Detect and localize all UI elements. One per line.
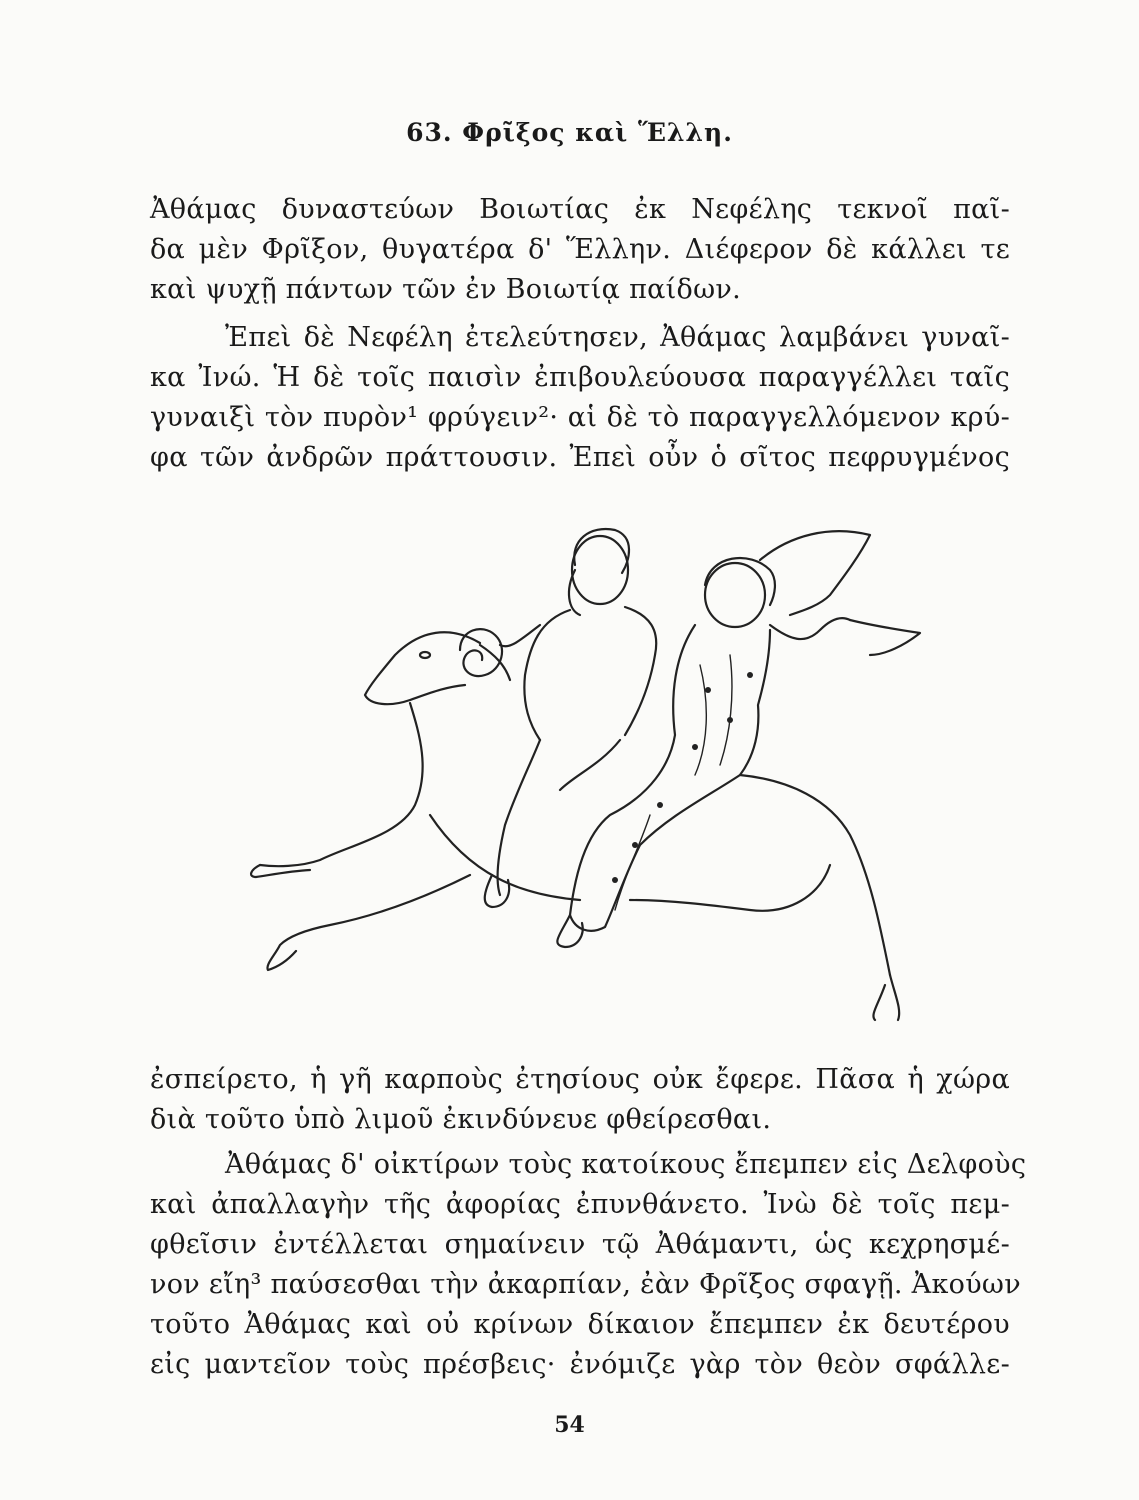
text-line: φθεῖσιν ἐντέλλεται σημαίνειν τῷ Ἀθάμαντι, ὡς κεχρησμέ-	[150, 1229, 1010, 1260]
dress-pattern-dot	[612, 877, 618, 883]
illustration-phrixus-helle-ram	[230, 515, 940, 1035]
text-line: Ἀθάμας δυναστεύων Βοιωτίας ἐκ Νεφέλης τεκνοῖ παῖ-	[150, 194, 1010, 225]
phrixus-hair	[569, 529, 629, 615]
ram-hind-leg-2	[630, 865, 830, 911]
dress-pattern-dot	[705, 687, 711, 693]
dress-pattern-dot	[692, 744, 698, 750]
text-line: γυναιξὶ τὸν πυρὸν¹ φρύγειν²· αἱ δὲ τὸ παραγγελλόμενον κρύ-	[150, 402, 1010, 433]
helle-dress	[570, 625, 770, 931]
phrixus-leg	[498, 740, 620, 895]
helle-cloth-hand	[850, 620, 920, 655]
text-line: καὶ ἀπαλλαγὴν τῆς ἀφορίας ἐπυνθάνετο. Ἰνὼ δὲ τοῖς πεμ-	[150, 1189, 1010, 1220]
ram-head	[365, 632, 480, 704]
helle-head	[705, 563, 765, 627]
helle-arm-raised	[770, 618, 850, 639]
dress-pattern-dot	[632, 842, 638, 848]
helle-foot	[557, 915, 582, 947]
illustration-drawing	[230, 515, 940, 1035]
paragraph-1	[150, 190, 1010, 310]
ram-back	[740, 775, 890, 975]
ram-chest	[260, 703, 423, 866]
ram-eye	[420, 652, 430, 658]
text-line: νον εἴη³ παύσεσθαι τὴν ἀκαρπίαν, ἐὰν Φρῖξος σφαγῇ. Ἀκούων	[150, 1269, 1021, 1300]
dress-pattern-dot	[747, 672, 753, 678]
text-line: Ἀθάμας δ' οἰκτίρων τοὺς κατοίκους ἔπεμπεν εἰς Δελφοὺς	[225, 1149, 1027, 1180]
helle-veil	[760, 531, 870, 615]
chapter-title: 63. Φρῖξος καὶ Ἕλλη.	[406, 118, 733, 147]
dress-pattern-dot	[657, 802, 663, 808]
page-number: 54	[554, 1412, 585, 1438]
ram-hind-leg	[873, 975, 899, 1020]
phrixus-torso	[524, 607, 656, 740]
paragraph-2	[150, 318, 1010, 478]
phrixus-head	[572, 536, 628, 604]
dress-pattern-dot	[727, 717, 733, 723]
paragraph-3	[150, 1060, 1010, 1140]
text-line: διὰ τοῦτο ὑπὸ λιμοῦ ἐκινδύνευε φθείρεσθαι.	[150, 1104, 772, 1135]
text-line: τοῦτο Ἀθάμας καὶ οὐ κρίνων δίκαιον ἔπεμπεν ἐκ δευτέρου	[150, 1309, 1010, 1340]
text-line: δα μὲν Φρῖξον, θυγατέρα δ' Ἕλλην. Διέφερον δὲ κάλλει τε	[150, 234, 1010, 265]
text-line: καὶ ψυχῇ πάντων τῶν ἐν Βοιωτίᾳ παίδων.	[150, 274, 742, 305]
text-line: εἰς μαντεῖον τοὺς πρέσβεις· ἐνόμιζε γὰρ τὸν θεὸν σφάλλε-	[150, 1349, 1010, 1380]
text-line: ἐσπείρετο, ἡ γῆ καρποὺς ἐτησίους οὐκ ἔφερε. Πᾶσα ἡ χώρα	[150, 1064, 1010, 1095]
text-line: κα Ἰνώ. Ἡ δὲ τοῖς παισὶν ἐπιβουλεύουσα παραγγέλλει ταῖς	[150, 362, 1010, 393]
text-line: φα τῶν ἀνδρῶν πράττουσιν. Ἐπεὶ οὖν ὁ σῖτος πεφρυγμένος	[150, 442, 1010, 473]
text-line: Ἐπεὶ δὲ Νεφέλη ἐτελεύτησεν, Ἀθάμας λαμβάνει γυναῖ-	[225, 322, 1010, 353]
paragraph-4	[150, 1145, 1027, 1385]
ram-back-foreleg	[267, 875, 470, 970]
